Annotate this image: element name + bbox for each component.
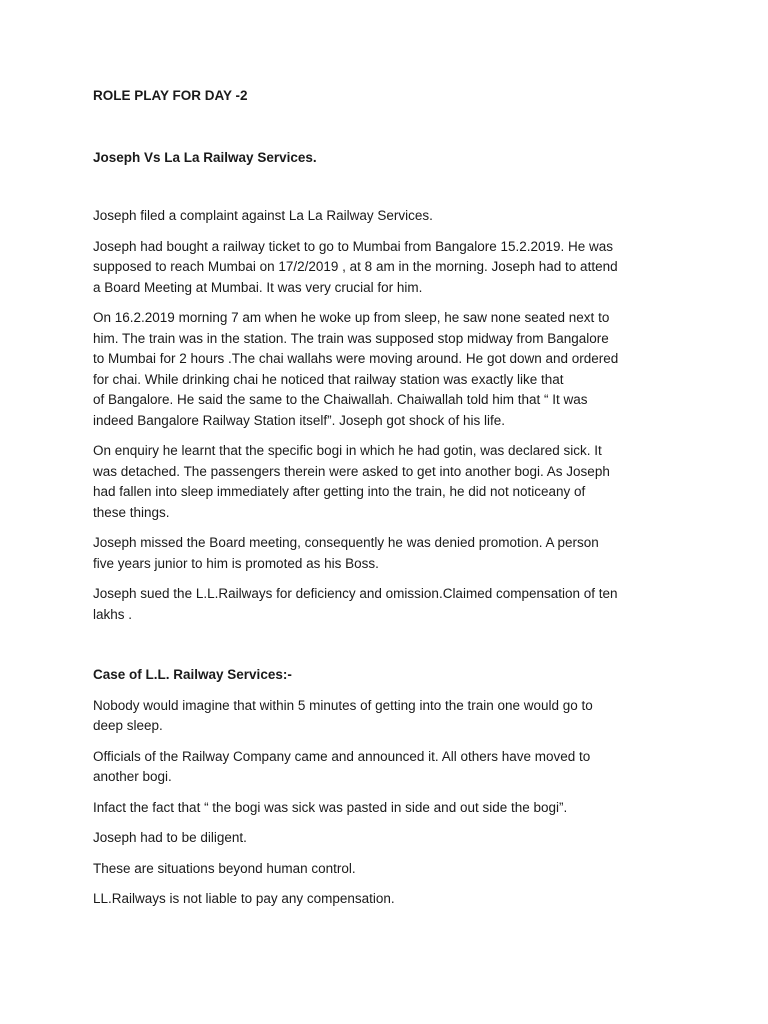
complaint-paragraph bbox=[93, 237, 683, 299]
text-line: a Board Meeting at Mumbai. It was very crucial for him. bbox=[93, 279, 423, 295]
text-line: lakhs . bbox=[93, 606, 133, 622]
defense-paragraph bbox=[93, 889, 683, 910]
text-line: On enquiry he learnt that the specific bogi in which he had gotin, was declared sick. It bbox=[93, 443, 602, 458]
defense-title: Case of L.L. Railway Services:- bbox=[93, 667, 292, 682]
document-page bbox=[93, 86, 683, 910]
text-line: supposed to reach Mumbai on 17/2/2019 , at 8 am in the morning. Joseph had to attend bbox=[93, 259, 618, 274]
text-line: him. The train was in the station. The train was supposed stop midway from Bangalore bbox=[93, 330, 609, 346]
text-line: Joseph had bought a railway ticket to go to Mumbai from Bangalore 15.2.2019. He was bbox=[93, 238, 614, 254]
text-line: to Mumbai for 2 hours .The chai wallahs were moving around. He got down and ordered bbox=[93, 351, 619, 366]
text-line: These are situations beyond human control. bbox=[93, 860, 356, 876]
document-title: ROLE PLAY FOR DAY -2 bbox=[93, 88, 248, 103]
text-line: another bogi. bbox=[93, 769, 172, 784]
text-line: Joseph had to be diligent. bbox=[93, 830, 247, 845]
text-line: Joseph filed a complaint against La La Railway Services. bbox=[93, 208, 433, 223]
complaint-paragraph bbox=[93, 308, 683, 431]
text-line: deep sleep. bbox=[93, 718, 163, 733]
text-line: for chai. While drinking chai he noticed that railway station was exactly like that bbox=[93, 371, 564, 387]
complaint-paragraph bbox=[93, 533, 683, 574]
defense-paragraph bbox=[93, 859, 683, 880]
defense-paragraph bbox=[93, 828, 683, 849]
text-line: had fallen into sleep immediately after getting into the train, he did not noticeany of bbox=[93, 484, 586, 499]
defense-paragraph bbox=[93, 798, 683, 819]
text-line: Joseph sued the L.L.Railways for deficiency and omission.Claimed compensation of ten bbox=[93, 586, 618, 601]
text-line: indeed Bangalore Railway Station itself”. Joseph got shock of his life. bbox=[93, 412, 505, 428]
complaint-paragraph bbox=[93, 206, 683, 227]
defense-paragraph bbox=[93, 747, 683, 788]
text-line: five years junior to him is promoted as his Boss. bbox=[93, 555, 379, 571]
text-line: of Bangalore. He said the same to the Chaiwallah. Chaiwallah told him that “ It was bbox=[93, 392, 588, 407]
text-line: On 16.2.2019 morning 7 am when he woke up from sleep, he saw none seated next to bbox=[93, 310, 610, 325]
defense-paragraph bbox=[93, 696, 683, 737]
complaint-paragraph bbox=[93, 441, 683, 523]
text-line: Officials of the Railway Company came and announced it. All others have moved to bbox=[93, 748, 591, 764]
text-line: Nobody would imagine that within 5 minutes of getting into the train one would go to bbox=[93, 697, 593, 713]
text-line: was detached. The passengers therein were asked to get into another bogi. As Joseph bbox=[93, 463, 610, 479]
text-line: these things. bbox=[93, 504, 170, 520]
text-line: LL.Railways is not liable to pay any compensation. bbox=[93, 891, 395, 906]
case-title: Joseph Vs La La Railway Services. bbox=[93, 149, 317, 165]
text-line: Joseph missed the Board meeting, consequently he was denied promotion. A person bbox=[93, 535, 599, 550]
text-line: Infact the fact that “ the bogi was sick was pasted in side and out side the bogi”. bbox=[93, 799, 568, 815]
complaint-paragraph bbox=[93, 584, 683, 625]
